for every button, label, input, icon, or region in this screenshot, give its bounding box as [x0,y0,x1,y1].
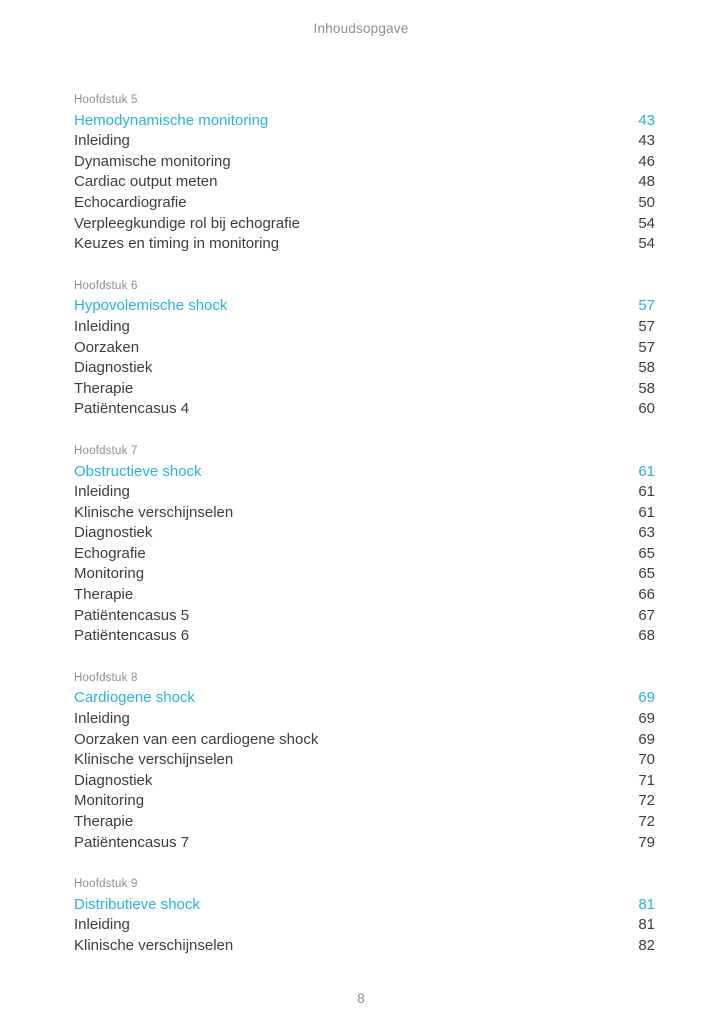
section-page-number: 66 [638,586,655,604]
section-page-number: 54 [638,235,655,253]
chapter-page-number: 81 [638,895,655,913]
toc-entry-row[interactable] [74,833,655,854]
toc-entry-row[interactable] [74,915,655,936]
section-title: Inleiding [74,483,130,501]
section-title: Inleiding [74,916,130,934]
chapter-label: Hoofdstuk 6 [74,280,138,293]
section-title: Dynamische monitoring [74,152,231,170]
section-title: Monitoring [74,565,145,583]
chapter-page-number: 61 [638,462,655,480]
section-page-number: 57 [638,338,655,356]
chapter-title-row[interactable] [74,688,655,709]
chapter-label: Hoofdstuk 7 [74,445,138,458]
toc-entry-row[interactable] [74,544,655,565]
table-of-contents [0,90,722,957]
footer-page-number: 8 [357,991,365,1006]
section-title: Patiëntencasus 7 [74,833,190,851]
chapter-label: Hoofdstuk 5 [74,94,138,107]
toc-chapter [74,276,655,420]
section-page-number: 58 [638,379,655,397]
section-page-number: 65 [638,565,655,583]
toc-entry-row[interactable] [74,172,655,193]
chapter-title-row[interactable] [74,895,655,916]
page-title: Inhoudsopgave [313,21,409,36]
toc-chapter [74,441,655,647]
toc-entry-row[interactable] [74,234,655,255]
toc-entry-row[interactable] [74,152,655,173]
section-title: Patiëntencasus 5 [74,606,190,624]
section-page-number: 72 [638,813,655,830]
toc-entry-row[interactable] [74,482,655,503]
section-page-number: 61 [638,503,655,521]
toc-entry-row[interactable] [74,317,655,338]
section-page-number: 50 [638,193,655,211]
section-title: Therapie [74,379,134,397]
toc-entry-row[interactable] [74,750,655,771]
section-page-number: 58 [638,359,655,377]
section-title: Echocardiografie [74,193,187,211]
section-page-number: 43 [638,132,655,150]
toc-entry-row[interactable] [74,771,655,792]
section-title: Oorzaken van een cardiogene shock [74,730,319,748]
toc-entry-row[interactable] [74,193,655,214]
toc-entry-row[interactable] [74,523,655,544]
section-page-number: 68 [638,627,655,645]
section-page-number: 82 [638,936,655,954]
toc-entry-row[interactable] [74,606,655,627]
chapter-title: Hypovolemische shock [74,297,228,315]
section-page-number: 67 [638,606,655,624]
section-page-number: 48 [638,173,655,191]
section-title: Klinische verschijnselen [74,751,234,769]
section-title: Therapie [74,586,134,604]
toc-entry-row[interactable] [74,936,655,957]
toc-chapter [74,874,655,956]
section-page-number: 46 [638,152,655,170]
section-page-number: 72 [638,792,655,810]
toc-chapter [74,90,655,255]
toc-entry-row[interactable] [74,503,655,524]
section-page-number: 81 [638,916,655,934]
section-title: Verpleegkundige rol bij echografie [74,214,300,232]
section-page-number: 71 [638,771,655,789]
section-title: Patiëntencasus 6 [74,627,190,645]
section-title: Diagnostiek [74,771,153,789]
toc-entry-row[interactable] [74,709,655,730]
section-page-number: 54 [638,214,655,232]
section-title: Oorzaken [74,338,140,356]
section-title: Cardiac output meten [74,173,218,191]
toc-entry-row[interactable] [74,626,655,647]
section-page-number: 57 [638,317,655,335]
section-title: Diagnostiek [74,524,153,542]
chapter-title: Hemodynamische monitoring [74,111,269,129]
section-title: Klinische verschijnselen [74,936,234,954]
chapter-title-row[interactable] [74,462,655,483]
toc-entry-row[interactable] [74,131,655,152]
toc-entry-row[interactable] [74,379,655,400]
section-title: Diagnostiek [74,359,153,377]
section-title: Keuzes en timing in monitoring [74,235,280,253]
section-title: Inleiding [74,132,130,150]
section-title: Echografie [74,544,146,562]
chapter-label: Hoofdstuk 9 [74,878,138,891]
section-title: Klinische verschijnselen [74,503,234,521]
chapter-page-number: 57 [638,297,655,315]
toc-entry-row[interactable] [74,585,655,606]
section-page-number: 79 [638,833,655,851]
chapter-title-row[interactable] [74,296,655,317]
section-title: Inleiding [74,710,130,728]
chapter-page-number: 69 [638,689,655,707]
toc-entry-row[interactable] [74,338,655,359]
section-title: Inleiding [74,317,130,335]
section-page-number: 65 [638,544,655,562]
toc-entry-row[interactable] [74,399,655,420]
toc-entry-row[interactable] [74,358,655,379]
chapter-page-number: 43 [638,111,655,129]
chapter-label: Hoofdstuk 8 [74,672,138,685]
toc-entry-row[interactable] [74,812,655,833]
chapter-title: Distributieve shock [74,895,200,913]
section-page-number: 69 [638,710,655,728]
section-title: Monitoring [74,792,145,810]
toc-chapter [74,668,655,853]
section-page-number: 70 [638,751,655,769]
toc-entry-row[interactable] [74,791,655,812]
toc-entry-row[interactable] [74,214,655,235]
chapter-title: Cardiogene shock [74,689,195,707]
chapter-title-row[interactable] [74,111,655,132]
section-page-number: 63 [638,524,655,542]
toc-entry-row[interactable] [74,564,655,585]
section-title: Therapie [74,813,134,830]
chapter-title: Obstructieve shock [74,462,202,480]
section-page-number: 60 [638,400,655,418]
section-title: Patiëntencasus 4 [74,400,190,418]
section-page-number: 61 [638,483,655,501]
toc-entry-row[interactable] [74,730,655,751]
section-page-number: 69 [638,730,655,748]
